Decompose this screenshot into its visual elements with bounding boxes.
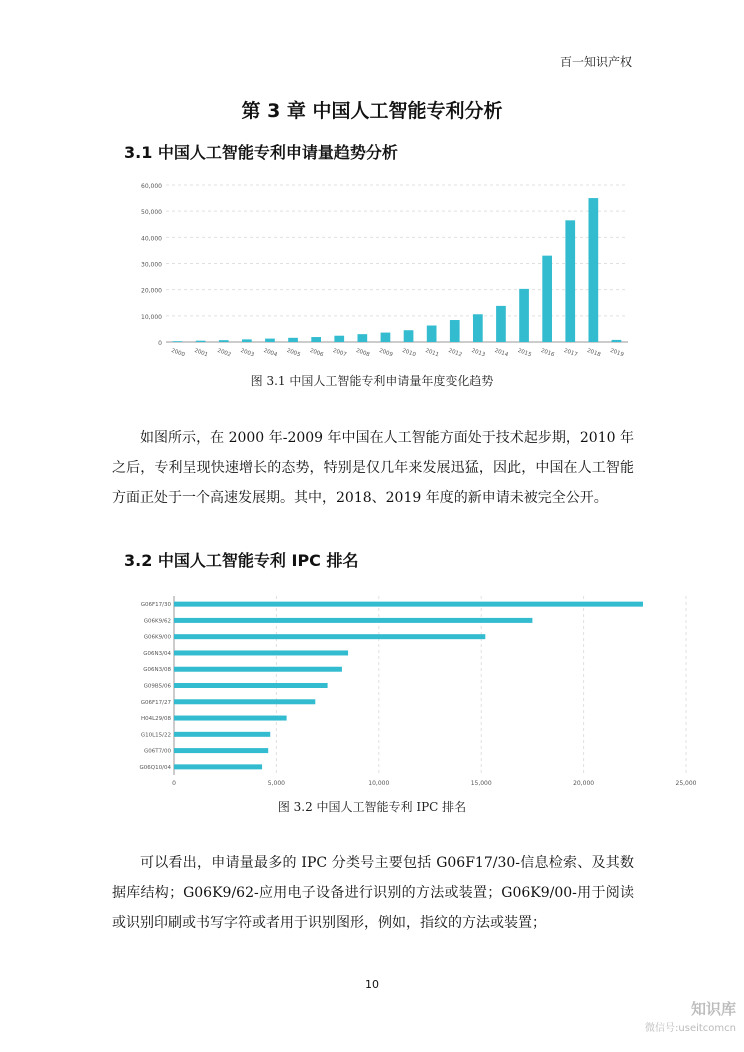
y-tick-label: 0 — [158, 340, 162, 347]
x-tick-label: 2010 — [401, 347, 417, 359]
bar-2013 — [473, 314, 483, 342]
y-tick-label: G06Q10/04 — [139, 764, 171, 771]
y-tick-label: 10,000 — [141, 313, 162, 321]
section-title-3-2: 3.2 中国人工智能专利 IPC 排名 — [124, 551, 359, 570]
bar-G06F17/27 — [174, 699, 315, 704]
bar-2007 — [334, 336, 344, 342]
y-tick-label: 20,000 — [141, 287, 162, 295]
x-tick-label: 2013 — [470, 347, 486, 359]
y-tick-label: H04L29/08 — [140, 716, 171, 723]
x-tick-label: 2000 — [170, 347, 186, 359]
bar-2018 — [588, 198, 598, 342]
y-tick-label: 50,000 — [141, 209, 162, 217]
watermark — [645, 998, 736, 1034]
y-tick-label: G06F17/30 — [140, 602, 171, 609]
bar-2001 — [196, 341, 206, 342]
y-tick-label: G06F17/27 — [140, 699, 171, 706]
bar-H04L29/08 — [174, 716, 287, 721]
bar-2004 — [265, 339, 275, 342]
x-tick-label: 2001 — [193, 347, 209, 359]
bar-2014 — [496, 306, 506, 342]
x-tick-label: 2005 — [285, 347, 301, 359]
x-tick-label: 2008 — [355, 347, 371, 359]
bar-2012 — [450, 320, 460, 342]
watermark-title: 知识库 — [690, 1000, 736, 1018]
y-tick-label: G06K9/62 — [143, 618, 171, 625]
paragraph-ipc-analysis: 可以看出，申请量最多的 IPC 分类号主要包括 G06F17/30-信息检索、及其数据库结构；G06K9/62-应用电子设备进行识别的方法或装置；G06K9/00-用于阅读或识别印刷或书写字符或者用于识别图形，例如，指纹的方法或装置； — [112, 855, 634, 931]
y-tick-label: G06N3/08 — [143, 667, 171, 674]
bar-G06Q10/04 — [174, 764, 262, 769]
x-tick-label: 2009 — [378, 347, 394, 359]
bar-2005 — [288, 338, 298, 342]
y-tick-label: G09B5/06 — [143, 683, 171, 690]
y-tick-label: G06T7/00 — [144, 748, 171, 755]
x-tick-label: 2003 — [239, 347, 255, 359]
ipc-ranking-chart — [112, 593, 702, 793]
bar-2002 — [219, 340, 229, 342]
x-tick-label: 0 — [172, 780, 176, 787]
bar-G06N3/08 — [174, 667, 342, 672]
y-tick-label: G06K9/00 — [143, 634, 171, 641]
bar-G06F17/30 — [174, 602, 643, 607]
x-tick-label: 2012 — [447, 347, 463, 359]
x-tick-label: 2018 — [586, 347, 602, 359]
section-title-3-1: 3.1 中国人工智能专利申请量趋势分析 — [124, 143, 398, 162]
bar-G06K9/00 — [174, 634, 485, 639]
x-tick-label: 2019 — [609, 347, 625, 359]
paragraph-trend-analysis: 如图所示，在 2000 年-2009 年中国在人工智能方面处于技术起步期，2010 年之后，专利呈现快速增长的态势，特别是仅几年来发展迅猛，因此，中国在人工智能方面正处于一个高速发展期。其中，2018、2019 年度的新申请未被完全公开。 — [112, 430, 634, 506]
bar-2008 — [357, 334, 367, 342]
x-tick-label: 2011 — [424, 347, 440, 359]
x-tick-label: 2017 — [562, 347, 579, 359]
bar-G06T7/00 — [174, 748, 268, 753]
application-trend-chart — [112, 175, 636, 360]
x-tick-label: 15,000 — [470, 780, 492, 787]
x-tick-label: 10,000 — [368, 780, 390, 787]
y-tick-label: G06N3/04 — [143, 650, 171, 657]
page-number: 10 — [365, 978, 379, 991]
x-tick-label: 2002 — [216, 347, 232, 359]
bar-2009 — [381, 333, 391, 342]
x-tick-label: 20,000 — [573, 780, 595, 787]
x-tick-label: 5,000 — [267, 780, 285, 787]
y-tick-label: 60,000 — [141, 183, 162, 190]
figure-caption-3-2: 图 3.2 中国人工智能专利 IPC 排名 — [277, 800, 467, 814]
x-tick-label: 2015 — [516, 347, 532, 359]
x-tick-label: 2016 — [539, 347, 556, 359]
chapter-title: 第 3 章 中国人工智能专利分析 — [241, 100, 503, 122]
x-tick-label: 2004 — [262, 347, 278, 359]
bar-G10L15/22 — [174, 732, 270, 737]
bar-2006 — [311, 337, 321, 342]
bar-2003 — [242, 339, 252, 342]
header-org-name: 百一知识产权 — [559, 55, 632, 69]
bar-2011 — [427, 326, 437, 342]
x-tick-label: 2007 — [331, 347, 348, 359]
y-tick-label: G10L15/22 — [140, 732, 171, 739]
bar-G06N3/04 — [174, 650, 348, 655]
x-tick-label: 2006 — [308, 347, 325, 359]
watermark-subtitle: 微信号:useitcomcn — [645, 1023, 736, 1034]
bar-G09B5/06 — [174, 683, 328, 688]
x-tick-label: 2014 — [493, 347, 509, 359]
bar-G06K9/62 — [174, 618, 532, 623]
bar-2017 — [565, 220, 575, 342]
y-tick-label: 30,000 — [141, 261, 162, 269]
bar-2010 — [404, 330, 414, 342]
bar-2000 — [173, 341, 183, 342]
y-tick-label: 40,000 — [141, 235, 162, 243]
bar-2015 — [519, 289, 529, 342]
bar-2016 — [542, 256, 552, 342]
bar-2019 — [612, 340, 622, 342]
x-tick-label: 25,000 — [675, 780, 697, 787]
figure-caption-3-1: 图 3.1 中国人工智能专利申请量年度变化趋势 — [250, 374, 494, 388]
